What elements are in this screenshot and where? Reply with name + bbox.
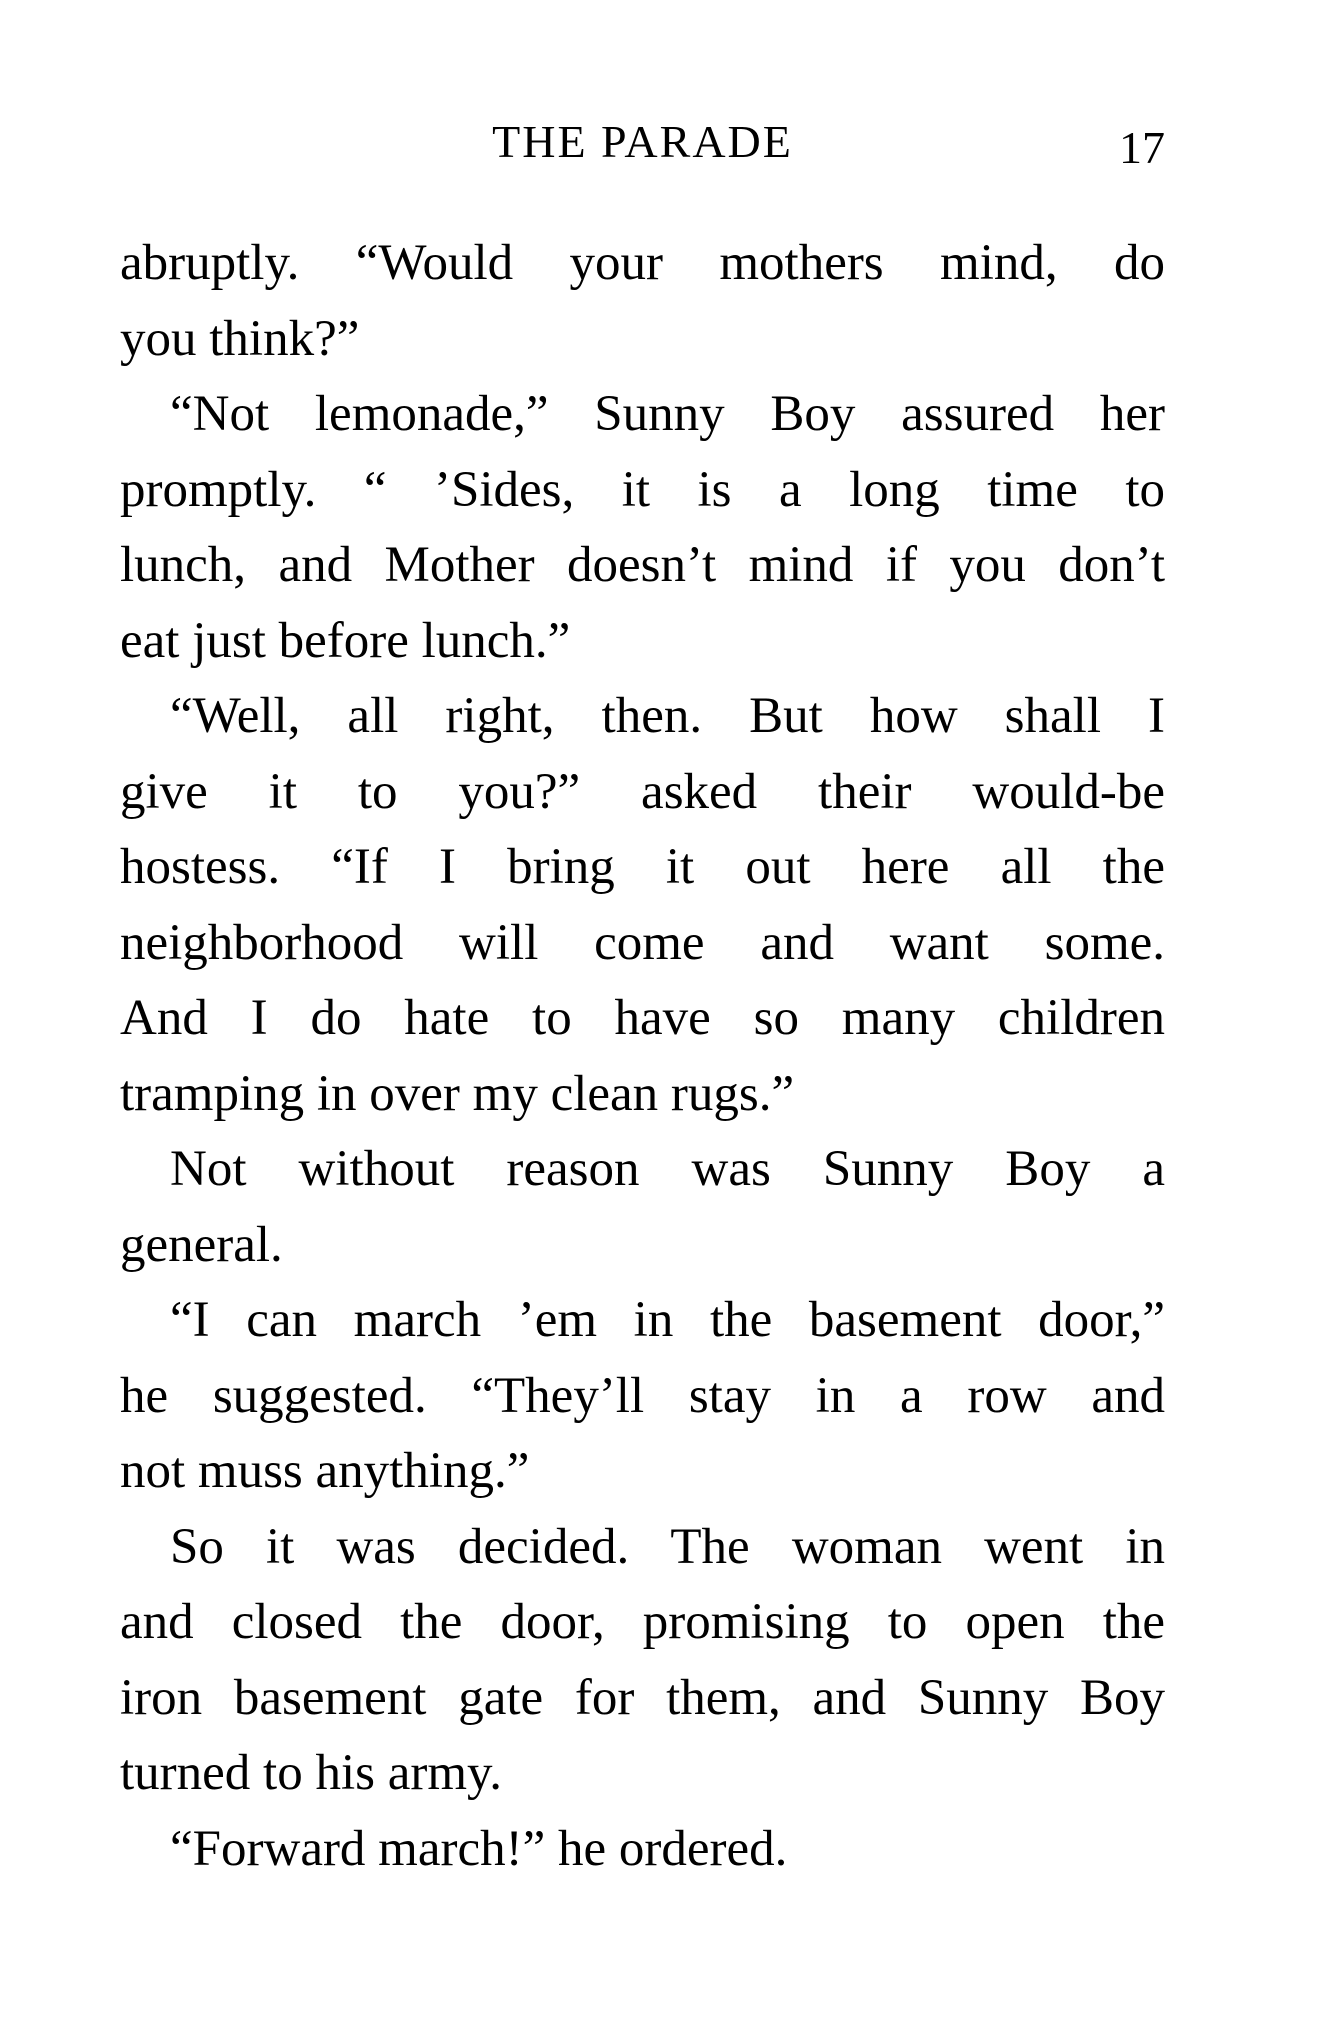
text-line: hostess. “If I bring it out here all the	[120, 839, 1165, 895]
chapter-title: THE PARADE	[492, 116, 793, 167]
text-line: lunch, and Mother doesn’t mind if you don’t	[120, 537, 1165, 593]
body-text	[120, 226, 1165, 1887]
text-line: he suggested. “They’ll stay in a row and	[120, 1367, 1165, 1424]
text-line: give it to you?” asked their would-be	[120, 763, 1165, 820]
text-line: promptly. “ ’Sides, it is a long time to	[120, 461, 1165, 518]
text-line: “Not lemonade,” Sunny Boy assured her	[170, 386, 1165, 442]
text-line: Not without reason was Sunny Boy a	[170, 1141, 1165, 1197]
text-line: neighborhood will come and want some.	[120, 914, 1165, 971]
page-number: 17	[1119, 122, 1165, 173]
text-line: eat just before lunch.”	[120, 612, 571, 669]
text-line: general.	[120, 1216, 283, 1273]
text-line: tramping in over my clean rugs.”	[120, 1065, 795, 1122]
text-line: iron basement gate for them, and Sunny Boy	[120, 1669, 1165, 1726]
running-head	[120, 112, 1165, 172]
text-line: And I do hate to have so many children	[120, 990, 1165, 1046]
text-line: “Forward march!” he ordered.	[170, 1820, 788, 1877]
text-line: abruptly. “Would your mothers mind, do	[120, 235, 1165, 291]
text-line: and closed the door, promising to open the	[120, 1594, 1165, 1650]
text-line: turned to his army.	[120, 1745, 502, 1801]
text-line: So it was decided. The woman went in	[170, 1518, 1165, 1575]
text-line: you think?”	[120, 310, 360, 367]
text-line: “Well, all right, then. But how shall I	[170, 688, 1165, 744]
text-line: “I can march ’em in the basement door,”	[170, 1292, 1165, 1348]
text-line: not muss anything.”	[120, 1443, 530, 1499]
